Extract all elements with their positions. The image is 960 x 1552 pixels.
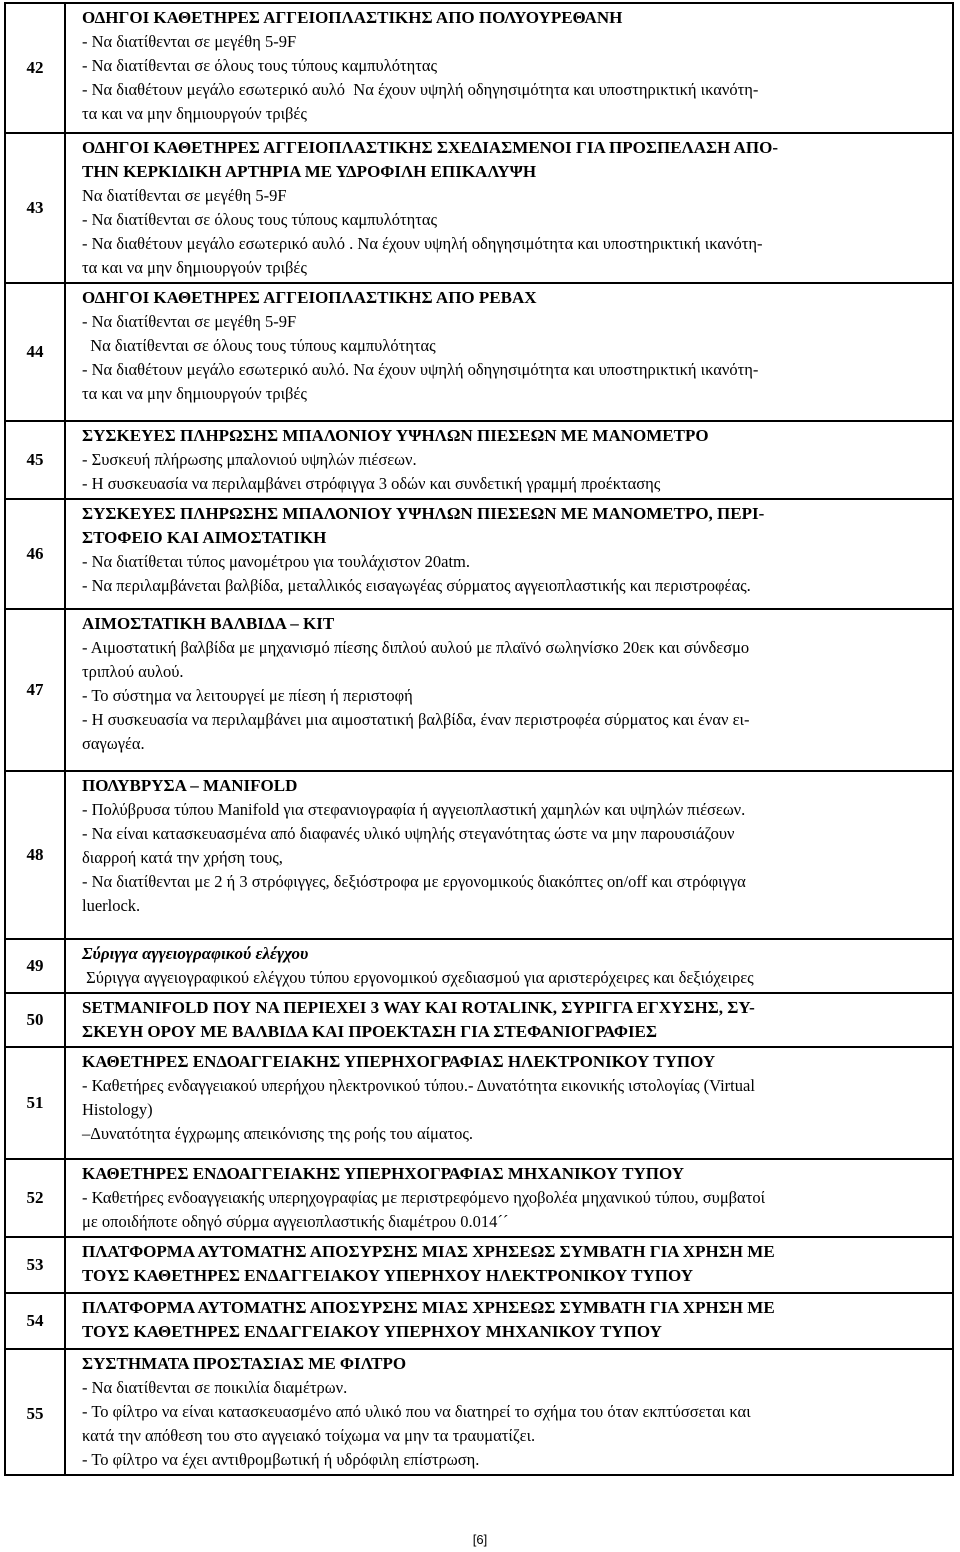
- item-spec-line: τα και να μην δημιουργούν τριβές: [82, 258, 307, 277]
- item-number: 45: [5, 421, 65, 499]
- table-row: [5, 771, 953, 939]
- page-number: [6]: [472, 1532, 488, 1547]
- item-description: [65, 939, 953, 993]
- item-title: ΣΥΣΚΕΥΕΣ ΠΛΗΡΩΣΗΣ ΜΠΑΛΟΝΙΟΥ ΥΨΗΛΩΝ ΠΙΕΣΕΩΝ ΜΕ ΜΑΝΟΜΕΤΡΟ, ΠΕΡΙ-: [82, 504, 765, 523]
- item-number: 47: [5, 609, 65, 771]
- item-title: ΣΥΣΤΗΜΑΤΑ ΠΡΟΣΤΑΣΙΑΣ ΜΕ ΦΙΛΤΡΟ: [82, 1354, 407, 1373]
- item-title: SETMANIFOLD ΠΟΥ ΝΑ ΠΕΡΙΕΧΕΙ 3 WAY ΚΑΙ ROTALINK, ΣΥΡΙΓΓΑ ΕΓΧΥΣΗΣ, ΣΥ-: [82, 998, 755, 1017]
- item-spec-line: - Να διατίθενται σε όλους τους τύπους καμπυλότητας: [82, 210, 438, 229]
- item-number: 53: [5, 1237, 65, 1293]
- item-spec-line: - Να διατίθενται σε ποικιλία διαμέτρων.: [82, 1378, 348, 1397]
- item-spec-line: Histology): [82, 1100, 153, 1119]
- item-spec-line: με οποιδήποτε οδηγό σύρμα αγγειοπλαστικής διαμέτρου 0.014´´: [82, 1212, 509, 1231]
- item-spec-line: - Καθετήρες ενδοαγγειακής υπερηχογραφίας με περιστρεφόμενο ηχοβολέα μηχανικού τύπου, συμβατοί: [82, 1188, 766, 1207]
- item-spec-line: σαγωγέα.: [82, 734, 145, 753]
- item-title-continued: ΤΗΝ ΚΕΡΚΙΔΙΚΗ ΑΡΤΗΡΙΑ ΜΕ ΥΔΡΟΦΙΛΗ ΕΠΙΚΑΛΥΨΗ: [82, 162, 537, 181]
- item-spec-line: - Να διατίθενται σε όλους τους τύπους καμπυλότητας: [82, 56, 438, 75]
- item-title: ΑΙΜΟΣΤΑΤΙΚΗ ΒΑΛΒΙΔΑ – KIT: [82, 614, 335, 633]
- item-description: [65, 421, 953, 499]
- table-row: [5, 1047, 953, 1159]
- item-number: 51: [5, 1047, 65, 1159]
- table-row: [5, 609, 953, 771]
- item-spec-line: –Δυνατότητα έγχρωμης απεικόνισης της ροής του αίματος.: [82, 1124, 474, 1143]
- item-spec-line: διαρροή κατά την χρήση τους,: [82, 848, 283, 867]
- item-title: ΣΥΣΚΕΥΕΣ ΠΛΗΡΩΣΗΣ ΜΠΑΛΟΝΙΟΥ ΥΨΗΛΩΝ ΠΙΕΣΕΩΝ ΜΕ ΜΑΝΟΜΕΤΡΟ: [82, 426, 709, 445]
- item-description: [65, 609, 953, 771]
- item-number: 49: [5, 939, 65, 993]
- item-spec-line: Να διατίθενται σε όλους τους τύπους καμπυλότητας: [82, 336, 436, 355]
- item-spec-line: - Καθετήρες ενδαγγειακού υπερήχου ηλεκτρονικού τύπου.- Δυνατότητα εικονικής ιστολογίας (Virtual: [82, 1076, 755, 1095]
- item-title: ΟΔΗΓΟΙ ΚΑΘΕΤΗΡΕΣ ΑΓΓΕΙΟΠΛΑΣΤΙΚΗΣ ΑΠΟ ΠΟΛΥΟΥΡΕΘΑΝΗ: [82, 8, 623, 27]
- item-description: [65, 283, 953, 421]
- item-spec-line: - Η συσκευασία να περιλαμβάνει στρόφιγγα 3 οδών και συνδετική γραμμή προέκτασης: [82, 474, 661, 493]
- item-spec-line: - Να διαθέτουν μεγάλο εσωτερικό αυλό . Να έχουν υψηλή οδηγησιμότητα και υποστηρικτική ικανότη-: [82, 234, 763, 253]
- item-title: ΟΔΗΓΟΙ ΚΑΘΕΤΗΡΕΣ ΑΓΓΕΙΟΠΛΑΣΤΙΚΗΣ ΣΧΕΔΙΑΣΜΕΝΟΙ ΓΙΑ ΠΡΟΣΠΕΛΑΣΗ ΑΠΟ-: [82, 138, 779, 157]
- item-spec-line: τριπλού αυλού.: [82, 662, 184, 681]
- item-spec-line: - Να περιλαμβάνεται βαλβίδα, μεταλλικός εισαγωγέας σύρματος αγγειοπλαστικής και περιστροφέας.: [82, 576, 751, 595]
- item-spec-line: - Το σύστημα να λειτουργεί με πίεση ή περιστοφή: [82, 686, 413, 705]
- item-title-continued: ΤΟΥΣ ΚΑΘΕΤΗΡΕΣ ΕΝΔΑΓΓΕΙΑΚΟΥ ΥΠΕΡΗΧΟΥ ΗΛΕΚΤΡΟΝΙΚΟΥ ΤΥΠΟΥ: [82, 1266, 694, 1285]
- item-spec-line: - Η συσκευασία να περιλαμβάνει μια αιμοστατική βαλβίδα, έναν περιστροφέα σύρματος και έναν ει-: [82, 710, 750, 729]
- item-title: ΠΟΛΥΒΡΥΣΑ – MANIFOLD: [82, 776, 298, 795]
- table-row: [5, 1237, 953, 1293]
- item-number: 42: [5, 3, 65, 133]
- specification-table: [4, 2, 954, 1476]
- table-row: [5, 283, 953, 421]
- item-spec-line: - Το φίλτρο να έχει αντιθρομβωτική ή υδρόφιλη επίστρωση.: [82, 1450, 480, 1469]
- item-spec-line: - Συσκευή πλήρωσης μπαλονιού υψηλών πιέσεων.: [82, 450, 417, 469]
- item-description: [65, 993, 953, 1047]
- item-number: 52: [5, 1159, 65, 1237]
- table-row: [5, 499, 953, 609]
- item-title-continued: ΤΟΥΣ ΚΑΘΕΤΗΡΕΣ ΕΝΔΑΓΓΕΙΑΚΟΥ ΥΠΕΡΗΧΟΥ ΜΗΧΑΝΙΚΟΥ ΤΥΠΟΥ: [82, 1322, 662, 1341]
- item-spec-line: τα και να μην δημιουργούν τριβές: [82, 384, 307, 403]
- item-description: [65, 771, 953, 939]
- specification-table-body: [5, 3, 953, 1475]
- table-row: [5, 939, 953, 993]
- item-title-continued: ΣΚΕΥΗ ΟΡΟΥ ΜΕ ΒΑΛΒΙΔΑ ΚΑΙ ΠΡΟΕΚΤΑΣΗ ΓΙΑ ΣΤΕΦΑΝΙΟΓΡΑΦΙΕΣ: [82, 1022, 658, 1041]
- item-spec-line: Να διατίθενται σε μεγέθη 5-9F: [82, 186, 287, 205]
- table-row: [5, 133, 953, 283]
- item-spec-line: - Αιμοστατική βαλβίδα με μηχανισμό πίεσης διπλού αυλού με πλαϊνό σωληνίσκο 20εκ και σύνδεσμο: [82, 638, 750, 657]
- item-number: 44: [5, 283, 65, 421]
- item-spec-line: κατά την απόθεση του στο αγγειακό τοίχωμα να μην τα τραυματίζει.: [82, 1426, 536, 1445]
- item-spec-line: Σύριγγα αγγειογραφικού ελέγχου τύπου εργονομικού σχεδιασμού για αριστερόχειρες και δεξιόχειρες: [82, 968, 754, 987]
- item-description: [65, 499, 953, 609]
- table-row: [5, 1159, 953, 1237]
- item-spec-line: τα και να μην δημιουργούν τριβές: [82, 104, 307, 123]
- item-number: 48: [5, 771, 65, 939]
- item-number: 50: [5, 993, 65, 1047]
- item-description: [65, 3, 953, 133]
- item-number: 46: [5, 499, 65, 609]
- table-row: [5, 1293, 953, 1349]
- item-title-continued: ΣΤΟΦΕΙΟ ΚΑΙ ΑΙΜΟΣΤΑΤΙΚΗ: [82, 528, 327, 547]
- item-title: ΠΛΑΤΦΟΡΜΑ ΑΥΤΟΜΑΤΗΣ ΑΠΟΣΥΡΣΗΣ ΜΙΑΣ ΧΡΗΣΕΩΣ ΣΥΜΒΑΤΗ ΓΙΑ ΧΡΗΣΗ ΜΕ: [82, 1242, 775, 1261]
- table-row: [5, 3, 953, 133]
- item-description: [65, 1293, 953, 1349]
- item-title: ΟΔΗΓΟΙ ΚΑΘΕΤΗΡΕΣ ΑΓΓΕΙΟΠΛΑΣΤΙΚΗΣ ΑΠΟ PEBAX: [82, 288, 537, 307]
- item-number: 55: [5, 1349, 65, 1475]
- table-row: [5, 421, 953, 499]
- item-spec-line: - Να διατίθενται με 2 ή 3 στρόφιγγες, δεξιόστροφα με εργονομικούς διακόπτες on/off και στρόφιγγα: [82, 872, 746, 891]
- item-spec-line: - Το φίλτρο να είναι κατασκευασμένο από υλικό που να διατηρεί το σχήμα του όταν εκπτύσσεται και: [82, 1402, 751, 1421]
- item-title: Σύριγγα αγγειογραφικού ελέγχου: [82, 944, 309, 963]
- table-row: [5, 1349, 953, 1475]
- item-description: [65, 1047, 953, 1159]
- item-spec-line: - Να διατίθεται τύπος μανομέτρου για τουλάχιστον 20atm.: [82, 552, 471, 571]
- item-title: ΚΑΘΕΤΗΡΕΣ ΕΝΔΟΑΓΓΕΙΑΚΗΣ ΥΠΕΡΗΧΟΓΡΑΦΙΑΣ ΗΛΕΚΤΡΟΝΙΚΟΥ ΤΥΠΟΥ: [82, 1052, 716, 1071]
- item-spec-line: luerlock.: [82, 896, 141, 915]
- item-spec-line: - Να διαθέτουν μεγάλο εσωτερικό αυλό Να έχουν υψηλή οδηγησιμότητα και υποστηρικτική ικανότη-: [82, 80, 759, 99]
- item-title: ΚΑΘΕΤΗΡΕΣ ΕΝΔΟΑΓΓΕΙΑΚΗΣ ΥΠΕΡΗΧΟΓΡΑΦΙΑΣ ΜΗΧΑΝΙΚΟΥ ΤΥΠΟΥ: [82, 1164, 685, 1183]
- item-spec-line: - Να είναι κατασκευασμένα από διαφανές υλικό υψηλής στεγανότητας ώστε να μην παρουσιάζουν: [82, 824, 735, 843]
- item-spec-line: - Να διαθέτουν μεγάλο εσωτερικό αυλό. Να έχουν υψηλή οδηγησιμότητα και υποστηρικτική ικανότη-: [82, 360, 759, 379]
- item-description: [65, 133, 953, 283]
- item-description: [65, 1349, 953, 1475]
- item-number: 54: [5, 1293, 65, 1349]
- item-title: ΠΛΑΤΦΟΡΜΑ ΑΥΤΟΜΑΤΗΣ ΑΠΟΣΥΡΣΗΣ ΜΙΑΣ ΧΡΗΣΕΩΣ ΣΥΜΒΑΤΗ ΓΙΑ ΧΡΗΣΗ ΜΕ: [82, 1298, 775, 1317]
- table-row: [5, 993, 953, 1047]
- item-spec-line: - Πολύβρυσα τύπου Manifold για στεφανιογραφία ή αγγειοπλαστική χαμηλών και υψηλών πιέσεων.: [82, 800, 746, 819]
- item-spec-line: - Να διατίθενται σε μεγέθη 5-9F: [82, 32, 297, 51]
- item-spec-line: - Να διατίθενται σε μεγέθη 5-9F: [82, 312, 297, 331]
- item-description: [65, 1159, 953, 1237]
- item-number: 43: [5, 133, 65, 283]
- item-description: [65, 1237, 953, 1293]
